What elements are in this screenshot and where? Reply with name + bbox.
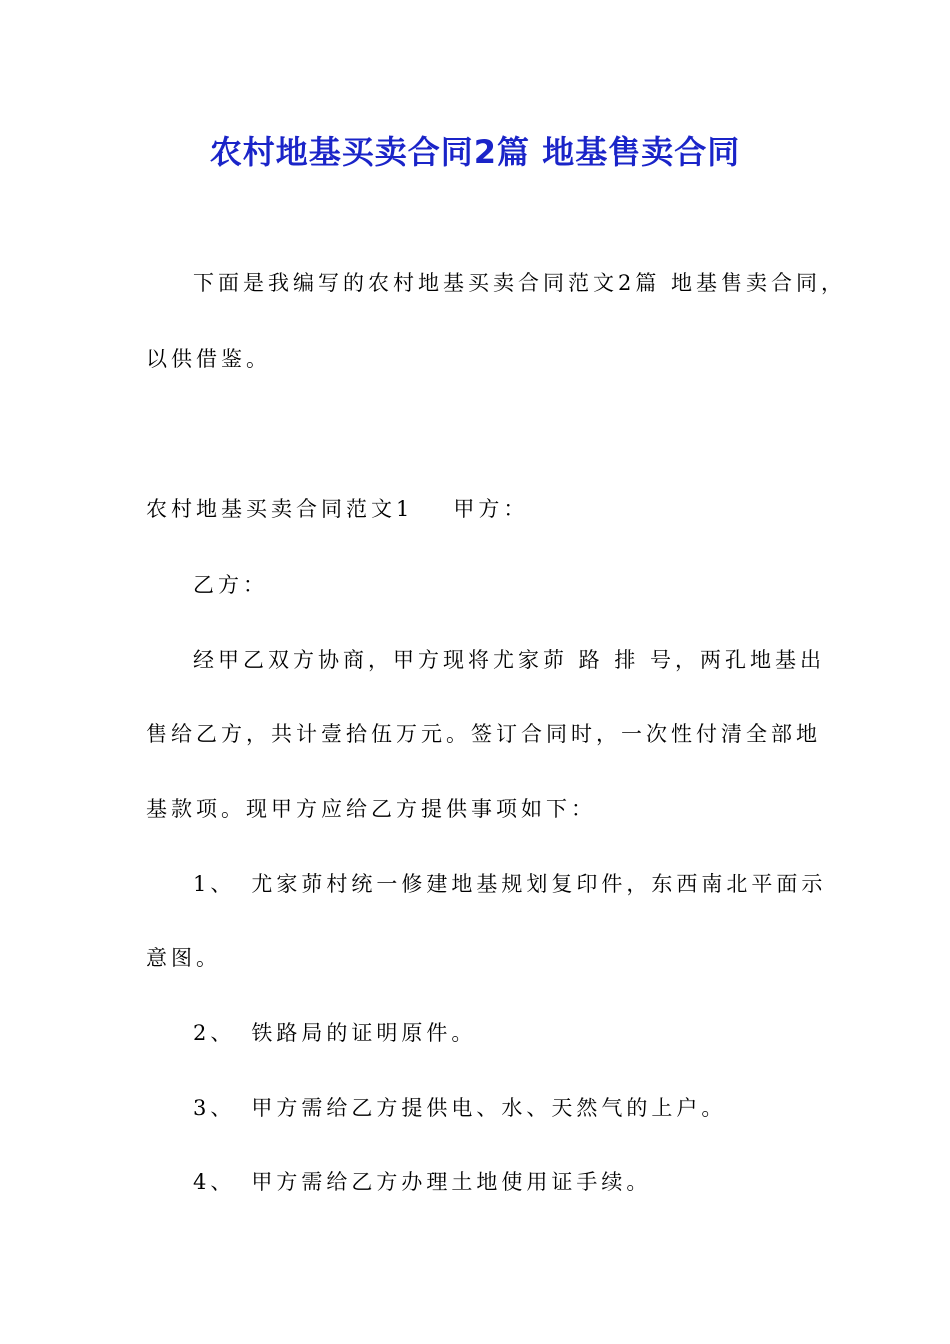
list-item-text: 尤家茆村统一修建地基规划复印件，东西南北平面示 — [251, 872, 827, 896]
list-item-text: 甲方需给乙方提供电、水、天然气的上户。 — [251, 1096, 727, 1120]
list-item-number: 1、 — [193, 872, 236, 896]
list-item-4 — [193, 1166, 651, 1198]
party-a-label: 甲方： — [453, 497, 529, 521]
intro-line-2: 以供借鉴。 — [146, 347, 271, 371]
list-item-2 — [193, 1017, 476, 1049]
list-item-text: 甲方需给乙方办理土地使用证手续。 — [251, 1170, 652, 1194]
party-b-label: 乙方： — [193, 573, 268, 597]
list-item-1-continuation: 意图。 — [146, 946, 221, 970]
body-line-3: 基款项。现甲方应给乙方提供事项如下： — [146, 797, 596, 821]
section-heading: 农村地基买卖合同范文1 — [146, 497, 414, 521]
list-item-3 — [193, 1092, 726, 1124]
list-item-number: 4、 — [193, 1170, 236, 1194]
list-item-number: 3、 — [193, 1096, 236, 1120]
document-title: 农村地基买卖合同2篇 地基售卖合同 — [209, 133, 741, 171]
list-item-1 — [193, 868, 826, 900]
intro-line-1: 下面是我编写的农村地基买卖合同范文2篇 地基售卖合同， — [193, 271, 847, 295]
body-line-2: 售给乙方，共计壹拾伍万元。签订合同时，一次性付清全部地 — [146, 722, 821, 746]
section-heading-line — [146, 493, 528, 525]
list-item-number: 2、 — [193, 1021, 236, 1045]
list-item-text: 铁路局的证明原件。 — [251, 1021, 477, 1045]
body-line-1: 经甲乙双方协商，甲方现将尤家茆 路 排 号，两孔地基出 — [193, 648, 826, 672]
